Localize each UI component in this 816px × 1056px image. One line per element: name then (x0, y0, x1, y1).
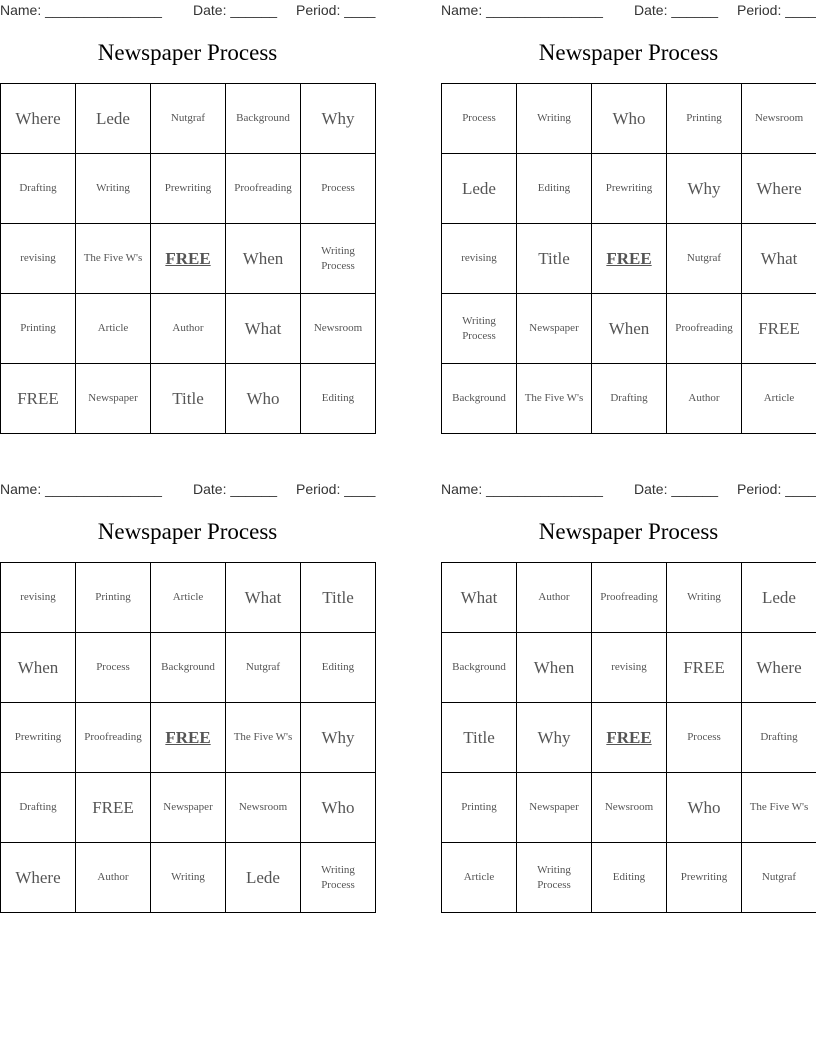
bingo-cell[interactable]: Who (301, 773, 376, 843)
period-field[interactable]: Period: ____ (737, 481, 816, 497)
bingo-cell[interactable]: Nutgraf (667, 224, 742, 294)
bingo-cell[interactable]: Where (742, 633, 816, 703)
bingo-cell[interactable]: Newsroom (742, 84, 816, 154)
date-field[interactable]: Date: ______ (193, 481, 278, 497)
grid-row (442, 563, 816, 633)
bingo-cell[interactable]: Proofreading (76, 703, 151, 773)
bingo-cell[interactable]: When (1, 633, 76, 703)
grid-row (442, 843, 816, 913)
bingo-cell[interactable]: Article (76, 294, 151, 364)
bingo-cell[interactable]: What (226, 294, 301, 364)
bingo-cell[interactable]: Printing (76, 563, 151, 633)
bingo-cell[interactable]: Author (76, 843, 151, 913)
bingo-cell[interactable]: FREE (76, 773, 151, 843)
bingo-cell[interactable]: Editing (592, 843, 667, 913)
bingo-cell[interactable]: Where (1, 843, 76, 913)
bingo-cell[interactable]: The Five W's (226, 703, 301, 773)
bingo-cell[interactable]: Lede (226, 843, 301, 913)
bingo-cell[interactable]: Background (226, 84, 301, 154)
bingo-cell[interactable]: What (226, 563, 301, 633)
bingo-grid (0, 562, 376, 913)
grid-row (1, 773, 376, 843)
bingo-cell[interactable]: Author (151, 294, 226, 364)
bingo-cell[interactable]: Lede (76, 84, 151, 154)
name-field[interactable]: Name: _______________ (441, 481, 603, 497)
bingo-cell[interactable]: Background (442, 633, 517, 703)
bingo-cell[interactable]: Writing Process (301, 843, 376, 913)
bingo-cell[interactable]: Author (667, 364, 742, 434)
bingo-cell[interactable]: Process (301, 154, 376, 224)
bingo-cell[interactable]: The Five W's (517, 364, 592, 434)
bingo-cell[interactable]: Process (667, 703, 742, 773)
bingo-cell[interactable]: Newsroom (592, 773, 667, 843)
period-field[interactable]: Period: ____ (296, 481, 376, 497)
bingo-cell[interactable]: Editing (301, 364, 376, 434)
bingo-cell[interactable]: Why (517, 703, 592, 773)
name-field[interactable]: Name: _______________ (0, 2, 162, 18)
bingo-cell[interactable]: Newspaper (517, 294, 592, 364)
bingo-cell[interactable]: Newsroom (301, 294, 376, 364)
bingo-cell[interactable]: Prewriting (592, 154, 667, 224)
bingo-cell[interactable]: Writing (667, 563, 742, 633)
bingo-cell[interactable]: Printing (442, 773, 517, 843)
card-title: Newspaper Process (538, 40, 719, 65)
bingo-cell[interactable]: Drafting (1, 154, 76, 224)
name-field[interactable]: Name: _______________ (0, 481, 162, 497)
bingo-cell[interactable]: Writing Process (517, 843, 592, 913)
grid-row (1, 84, 376, 154)
grid-row (1, 843, 376, 913)
grid-row (442, 773, 816, 843)
bingo-cell[interactable]: Where (742, 154, 816, 224)
bingo-cell[interactable]: Author (517, 563, 592, 633)
bingo-cell[interactable]: Title (151, 364, 226, 434)
bingo-cell[interactable]: Writing (76, 154, 151, 224)
bingo-cell[interactable]: Article (442, 843, 517, 913)
bingo-cell[interactable]: revising (1, 224, 76, 294)
grid-row (1, 364, 376, 434)
bingo-cell[interactable]: Prewriting (667, 843, 742, 913)
bingo-cell[interactable]: Who (592, 84, 667, 154)
bingo-cell[interactable]: Where (1, 84, 76, 154)
bingo-cell[interactable]: revising (592, 633, 667, 703)
bingo-cell[interactable]: FREE (1, 364, 76, 434)
grid-row (1, 294, 376, 364)
bingo-grid (441, 83, 816, 434)
date-field[interactable]: Date: ______ (634, 481, 719, 497)
bingo-cell[interactable]: Writing Process (442, 294, 517, 364)
name-field[interactable]: Name: _______________ (441, 2, 603, 18)
bingo-cell[interactable]: Proofreading (592, 563, 667, 633)
bingo-cell[interactable]: Why (667, 154, 742, 224)
bingo-cell[interactable]: revising (442, 224, 517, 294)
bingo-cell[interactable]: Prewriting (1, 703, 76, 773)
bingo-cell[interactable]: Title (442, 703, 517, 773)
bingo-cell[interactable]: Article (742, 364, 816, 434)
bingo-grid (0, 83, 376, 434)
bingo-cell[interactable]: Newspaper (151, 773, 226, 843)
bingo-cell[interactable]: Title (517, 224, 592, 294)
card-title: Newspaper Process (538, 519, 719, 544)
bingo-cell[interactable]: Lede (442, 154, 517, 224)
grid-row (1, 154, 376, 224)
bingo-cell[interactable]: Proofreading (226, 154, 301, 224)
bingo-cell[interactable]: Why (301, 703, 376, 773)
date-field[interactable]: Date: ______ (634, 2, 719, 18)
grid-row (1, 563, 376, 633)
bingo-cell[interactable]: Background (151, 633, 226, 703)
bingo-cell[interactable]: Drafting (742, 703, 816, 773)
bingo-cell[interactable]: Editing (517, 154, 592, 224)
bingo-cell[interactable]: Writing (517, 84, 592, 154)
period-field[interactable]: Period: ____ (296, 2, 376, 18)
bingo-cell[interactable]: Background (442, 364, 517, 434)
bingo-cell[interactable]: Nutgraf (151, 84, 226, 154)
bingo-cell[interactable]: Article (151, 563, 226, 633)
bingo-cell[interactable]: The Five W's (76, 224, 151, 294)
grid-row (442, 84, 816, 154)
grid-row (1, 224, 376, 294)
bingo-cell[interactable]: The Five W's (742, 773, 816, 843)
bingo-cell[interactable]: Drafting (592, 364, 667, 434)
period-field[interactable]: Period: ____ (737, 2, 816, 18)
free-space-cell[interactable]: FREE (592, 703, 667, 773)
bingo-cell[interactable]: What (742, 224, 816, 294)
bingo-cell[interactable]: revising (1, 563, 76, 633)
bingo-cell[interactable]: Writing (151, 843, 226, 913)
bingo-grid (441, 562, 816, 913)
bingo-cell[interactable]: FREE (742, 294, 816, 364)
bingo-cell[interactable]: FREE (667, 633, 742, 703)
student-info-header (0, 481, 375, 499)
bingo-cell[interactable]: When (517, 633, 592, 703)
bingo-cell[interactable]: Printing (1, 294, 76, 364)
bingo-cell[interactable]: Printing (667, 84, 742, 154)
bingo-cell[interactable]: Process (76, 633, 151, 703)
card-title: Newspaper Process (97, 40, 278, 65)
grid-row (442, 224, 816, 294)
bingo-cell[interactable]: Title (301, 563, 376, 633)
bingo-cell[interactable]: Newspaper (517, 773, 592, 843)
grid-row (1, 633, 376, 703)
free-space-cell[interactable]: FREE (592, 224, 667, 294)
student-info-header (441, 481, 816, 499)
grid-row (1, 703, 376, 773)
grid-row (442, 294, 816, 364)
date-field[interactable]: Date: ______ (193, 2, 278, 18)
bingo-cell[interactable]: Lede (742, 563, 816, 633)
bingo-cell[interactable]: Nutgraf (742, 843, 816, 913)
bingo-cell[interactable]: Writing Process (301, 224, 376, 294)
bingo-cell[interactable]: When (226, 224, 301, 294)
free-space-cell[interactable]: FREE (151, 703, 226, 773)
bingo-cell[interactable]: Newsroom (226, 773, 301, 843)
free-space-cell[interactable]: FREE (151, 224, 226, 294)
bingo-cell[interactable]: Why (301, 84, 376, 154)
bingo-cell[interactable]: Drafting (1, 773, 76, 843)
grid-row (442, 703, 816, 773)
grid-row (442, 633, 816, 703)
bingo-cell[interactable]: What (442, 563, 517, 633)
grid-row (442, 364, 816, 434)
bingo-cell[interactable]: Who (667, 773, 742, 843)
card-title: Newspaper Process (97, 519, 278, 544)
bingo-cell[interactable]: Prewriting (151, 154, 226, 224)
bingo-cell[interactable]: When (592, 294, 667, 364)
bingo-cell[interactable]: Newspaper (76, 364, 151, 434)
bingo-cell[interactable]: Nutgraf (226, 633, 301, 703)
student-info-header (0, 2, 375, 20)
bingo-cell[interactable]: Proofreading (667, 294, 742, 364)
grid-row (442, 154, 816, 224)
student-info-header (441, 2, 816, 20)
bingo-cell[interactable]: Who (226, 364, 301, 434)
bingo-cell[interactable]: Process (442, 84, 517, 154)
bingo-cell[interactable]: Editing (301, 633, 376, 703)
